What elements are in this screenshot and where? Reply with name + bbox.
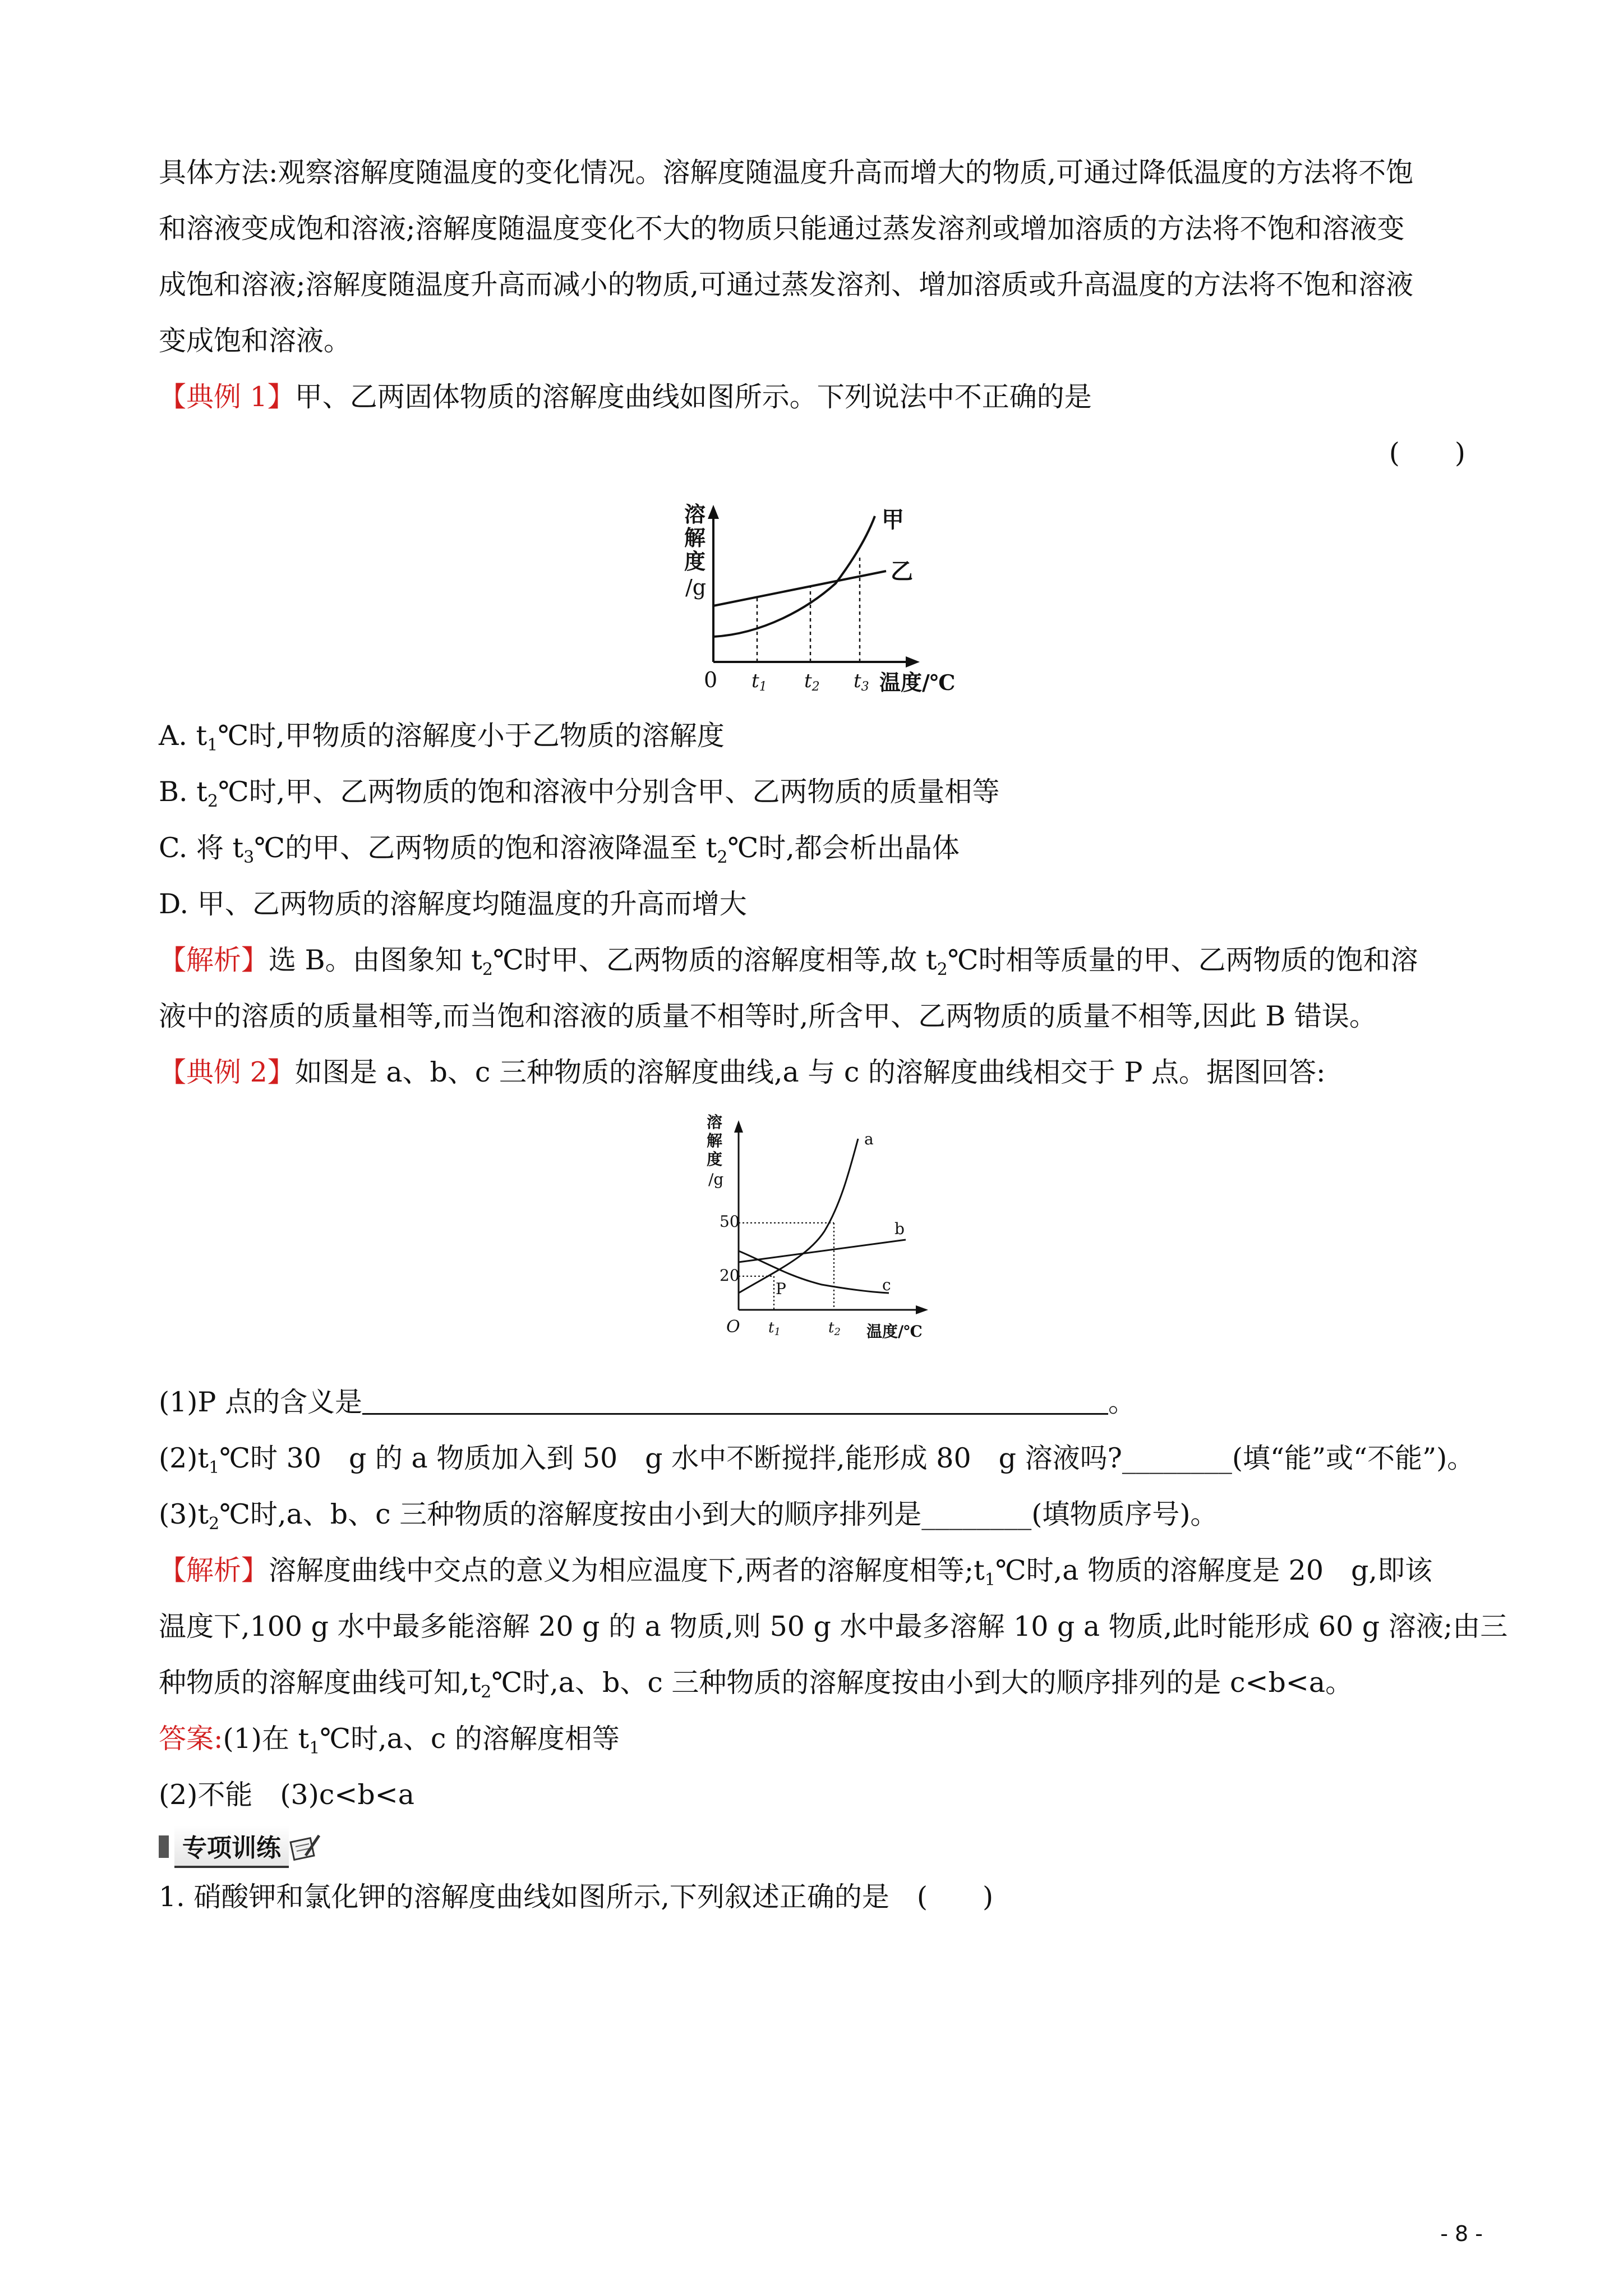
fig1-ylabel-2: 解: [684, 525, 706, 550]
fig2-tick-t2: t2: [828, 1319, 841, 1338]
fig1-tick-t3: t3: [854, 670, 869, 694]
fig1-label-yi: 乙: [891, 558, 913, 585]
fig2-label-b: b: [895, 1220, 905, 1238]
example-2-q3: $(3)t_2℃$时,a、b、c 三种物质的溶解度按由小到大的顺序排列是________(填物质序号)。: [159, 1498, 1218, 1534]
fig2-ylabel-2: 解: [707, 1131, 723, 1150]
fig2-tick-t1: t1: [768, 1319, 781, 1338]
fig1-tick-t2: t2: [804, 670, 820, 694]
example-1-text: 甲、乙两固体物质的溶解度曲线如图所示。下列说法中不正确的是: [294, 381, 1092, 413]
fig1-tick-t1: t1: [751, 670, 767, 694]
fig1-ylabel-4: /g: [685, 575, 707, 600]
option-c: C. 将 $t_3℃$的甲、乙两物质的饱和溶液降温至 $t_2℃$时,都会析出晶体: [159, 832, 960, 867]
example-2-analysis-line-1: 【解析】溶解度曲线中交点的意义为相应温度下,两者的溶解度相等$;t_1℃$时,a 物质的溶解度是 20 g,即该: [159, 1554, 1432, 1590]
fig2-y-arrow: [734, 1120, 743, 1133]
fig2-origin: O: [726, 1317, 740, 1337]
method-line-2: 和溶液变成饱和溶液;溶解度随温度变化不大的物质只能通过蒸发溶剂或增加溶质的方法将不饱和溶液变: [159, 213, 1405, 245]
example-1-analysis-line-2: 液中的溶质的质量相等,而当饱和溶液的质量不相等时,所含甲、乙两物质的质量不相等,因此 B 错误。: [159, 1000, 1377, 1032]
analysis-2-tag: 【解析】: [159, 1554, 269, 1586]
fig2-curve-a: [739, 1139, 858, 1293]
fig1-xlabel: 温度/℃: [879, 670, 956, 695]
fig2-ylabel-1: 溶: [707, 1113, 723, 1131]
section-marker: [159, 1835, 169, 1858]
fig1-ylabel-3: 度: [684, 549, 706, 574]
fig2-ylabel-3: 度: [707, 1150, 723, 1168]
q2-answer-blank[interactable]: ________: [1122, 1442, 1232, 1474]
option-d: D. 甲、乙两物质的溶解度均随温度的升高而增大: [159, 888, 747, 920]
fig1-origin: 0: [704, 668, 718, 692]
example-2-question: 【典例 2】如图是 a、b、c 三种物质的溶解度曲线,a 与 c 的溶解度曲线相交于 P 点。据图回答:: [159, 1056, 1326, 1088]
example-2-answer-line-1: 答案:(1)在 $t_1℃$时,a、c 的溶解度相等: [159, 1723, 620, 1758]
example-1-question: [159, 369, 1465, 425]
example-1-analysis-line-1: 【解析】选 B。由图象知 $t_2℃$时甲、乙两物质的溶解度相等,故 $t_2℃$时相等质量的甲、乙两物质的饱和溶: [159, 944, 1418, 979]
example-2-analysis-line-3: 种物质的溶解度曲线可知$,t_2℃$时,a、b、c 三种物质的溶解度按由小到大的顺序排列的是 c<b<a。: [159, 1667, 1353, 1702]
section-title: 专项训练: [174, 1825, 289, 1868]
example-1-paren: ( ): [1389, 437, 1465, 469]
notebook-pencil-icon: [289, 1831, 322, 1862]
answer-tag: 答案:: [159, 1723, 223, 1755]
q1-answer-blank[interactable]: [362, 1391, 1108, 1415]
fig1-curve-jia: [713, 516, 875, 637]
figure-2-solubility-chart: [704, 1108, 951, 1355]
fig1-x-arrow: [906, 656, 920, 668]
fig2-curve-b: [739, 1240, 906, 1262]
page-number: - 8 -: [1440, 2221, 1483, 2246]
q3-answer-blank[interactable]: ________: [921, 1498, 1032, 1530]
fig2-label-a: a: [864, 1130, 874, 1148]
option-a: A. $t_1℃$时,甲物质的溶解度小于乙物质的溶解度: [159, 720, 725, 755]
fig1-ylabel-1: 溶: [684, 501, 706, 527]
method-line-1: 具体方法:观察溶解度随温度的变化情况。溶解度随温度升高而增大的物质,可通过降低温度的方法将不饱: [159, 157, 1414, 188]
fig2-label-c: c: [882, 1276, 891, 1294]
example-2-answer-line-2: (2)不能 (3)c<b<a: [159, 1779, 414, 1811]
fig2-curve-c: [739, 1251, 889, 1293]
fig2-ylabel-4: /g: [708, 1170, 724, 1189]
fig2-point-p: P: [776, 1280, 786, 1298]
fig2-y-20: 20: [720, 1266, 740, 1285]
fig1-y-arrow: [708, 505, 719, 519]
fig2-x-arrow: [916, 1305, 928, 1314]
figure-1-solubility-chart: [673, 494, 965, 696]
example-2-q2: $(2)t_1℃$时 30 g 的 a 物质加入到 50 g 水中不断搅拌,能形成 80 g 溶液吗?________(填“能”或“不能”)。: [159, 1442, 1475, 1478]
practice-question-1: 1. 硝酸钾和氯化钾的溶解度曲线如图所示,下列叙述正确的是 ( ): [159, 1881, 994, 1913]
example-2-tag: 【典例 2】: [159, 1056, 295, 1088]
fig2-xlabel: 温度/℃: [866, 1322, 923, 1341]
section-header: [159, 1830, 322, 1864]
option-b: B. $t_2℃$时,甲、乙两物质的饱和溶液中分别含甲、乙两物质的质量相等: [159, 776, 1000, 811]
example-2-q1: (1)P 点的含义是 。: [159, 1386, 1136, 1418]
method-line-3: 成饱和溶液;溶解度随温度升高而减小的物质,可通过蒸发溶剂、增加溶质或升高温度的方法将不饱和溶液: [159, 269, 1414, 301]
fig1-label-jia: 甲: [882, 507, 904, 533]
method-line-4: 变成饱和溶液。: [159, 325, 352, 357]
example-1-tag: 【典例 1】: [159, 381, 295, 413]
example-2-analysis-line-2: 温度下,100 g 水中最多能溶解 20 g 的 a 物质,则 50 g 水中最多溶解 10 g a 物质,此时能形成 60 g 溶液;由三: [159, 1611, 1508, 1642]
practice-1-paren: ( ): [916, 1881, 994, 1913]
fig2-y-50: 50: [720, 1212, 740, 1231]
analysis-1-tag: 【解析】: [159, 944, 269, 976]
